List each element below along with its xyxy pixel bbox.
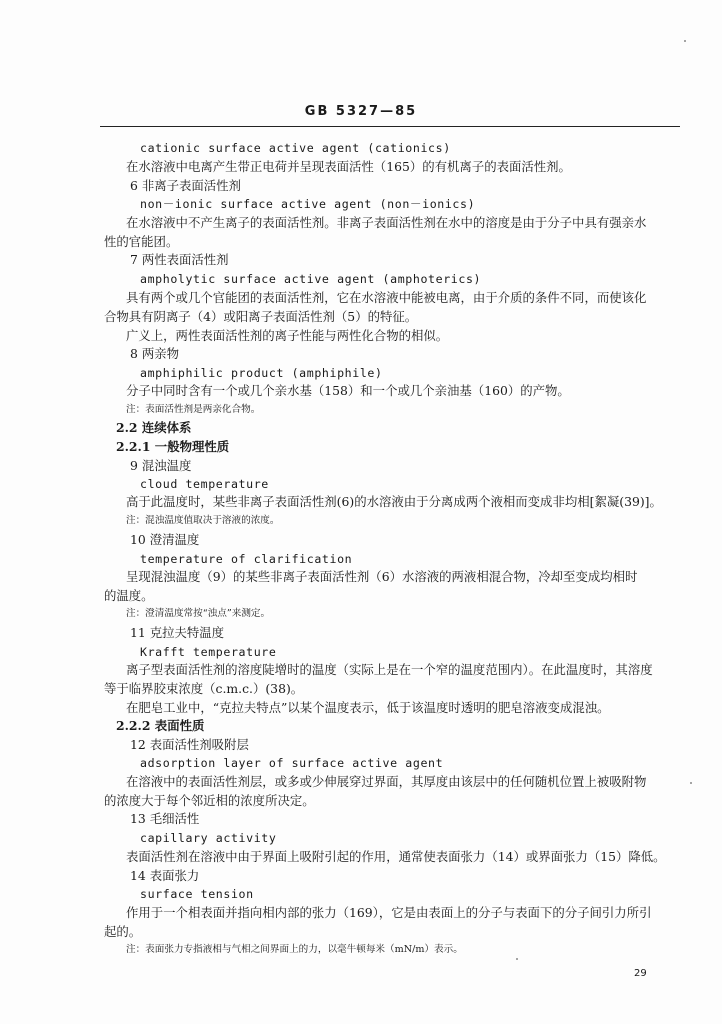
definition-line: 分子中同时含有一个或几个亲水基（158）和一个或几个亲油基（160）的产物。 xyxy=(126,383,570,398)
definition-line: 性的官能团。 xyxy=(104,234,179,249)
term-english-clarification: temperature of clarification xyxy=(140,552,353,566)
term-english-cationics: cationic surface active agent (cationics) xyxy=(140,141,451,155)
term-heading-7: 7 两性表面活性剂 xyxy=(130,252,229,267)
term-english-capillary-activity: capillary activity xyxy=(140,831,277,845)
definition-line: 在溶液中的表面活性剂层，或多或少伸展穿过界面，其厚度由该层中的任何随机位置上被吸附物 xyxy=(126,774,647,789)
note-line: 注：表面张力专指液相与气相之间界面上的力，以毫牛顿每米（mN/m）表示。 xyxy=(126,944,463,955)
definition-line: 具有两个或几个官能团的表面活性剂，它在水溶液中能被电离，由于介质的条件不同，而使该化 xyxy=(126,290,647,305)
term-heading-6: 6 非离子表面活性剂 xyxy=(130,178,241,193)
definition-line: 合物具有阴离子（4）或阳离子表面活性剂（5）的特征。 xyxy=(104,309,418,324)
definition-line: 等于临界胶束浓度（c.m.c.）(38)。 xyxy=(104,681,304,696)
definition-line: 的浓度大于每个邻近相的浓度所决定。 xyxy=(104,793,315,808)
term-english-nonionics: non－ionic surface active agent (non－ionics) xyxy=(140,197,476,211)
definition-line: 表面活性剂在溶液中由于界面上吸附引起的作用，通常使表面张力（14）或界面张力（15）降低。 xyxy=(126,849,666,864)
term-heading-8: 8 两亲物 xyxy=(130,346,179,361)
term-english-krafft: Krafft temperature xyxy=(140,645,277,659)
term-english-amphoterics: ampholytic surface active agent (amphoterics) xyxy=(140,272,482,286)
section-heading-2-2: 2.2 连续体系 xyxy=(116,420,192,435)
scan-speck xyxy=(516,958,518,960)
note-line: 注：混浊温度值取决于溶液的浓度。 xyxy=(126,515,280,526)
definition-line: 在肥皂工业中，“克拉夫特点”以某个温度表示，低于该温度时透明的肥皂溶液变成混浊。 xyxy=(126,700,610,715)
definition-line: 在水溶液中电离产生带正电荷并呈现表面活性（165）的有机离子的表面活性剂。 xyxy=(126,159,571,174)
term-heading-10: 10 澄清温度 xyxy=(130,532,200,547)
page-number: 29 xyxy=(634,968,647,979)
definition-line: 在水溶液中不产生离子的表面活性剂。非离子表面活性剂在水中的溶度是由于分子中具有强亲水 xyxy=(126,215,647,230)
term-english-amphiphile: amphiphilic product (amphiphile) xyxy=(140,366,383,380)
definition-line: 起的。 xyxy=(104,924,142,939)
section-heading-2-2-1: 2.2.1 一般物理性质 xyxy=(116,439,230,454)
term-heading-9: 9 混浊温度 xyxy=(130,458,192,473)
note-line: 注：澄清温度常按“浊点”来测定。 xyxy=(126,608,271,619)
definition-line: 离子型表面活性剂的溶度陡增时的温度（实际上是在一个窄的温度范围内）。在此温度时，其溶度 xyxy=(126,662,653,677)
scan-speck xyxy=(684,40,686,42)
term-heading-11: 11 克拉夫特温度 xyxy=(130,625,225,640)
term-heading-13: 13 毛细活性 xyxy=(130,811,200,826)
section-heading-2-2-2: 2.2.2 表面性质 xyxy=(116,718,205,733)
definition-line: 广义上，两性表面活性剂的离子性能与两性化合物的相似。 xyxy=(126,328,449,343)
definition-line: 呈现混浊温度（9）的某些非离子表面活性剂（6）水溶液的两液相混合物，冷却至变成均相时 xyxy=(126,569,638,584)
scan-speck xyxy=(690,782,692,784)
term-heading-12: 12 表面活性剂吸附层 xyxy=(130,737,249,752)
definition-line: 作用于一个相表面并指向相内部的张力（169），它是由表面上的分子与表面下的分子间引力所引 xyxy=(126,905,652,920)
term-heading-14: 14 表面张力 xyxy=(130,868,200,883)
standard-code-header: GB 5327—85 xyxy=(304,104,418,119)
term-english-surface-tension: surface tension xyxy=(140,887,254,901)
header-rule xyxy=(100,126,680,127)
term-english-adsorption-layer: adsorption layer of surface active agent xyxy=(140,756,444,770)
definition-line: 高于此温度时，某些非离子表面活性剂(6)的水溶液由于分离成两个液相而变成非均相[絮凝(39)]。 xyxy=(126,494,662,509)
definition-line: 的温度。 xyxy=(104,588,154,603)
note-line: 注：表面活性剂是两亲化合物。 xyxy=(126,404,261,415)
term-english-cloud-temperature: cloud temperature xyxy=(140,477,269,491)
